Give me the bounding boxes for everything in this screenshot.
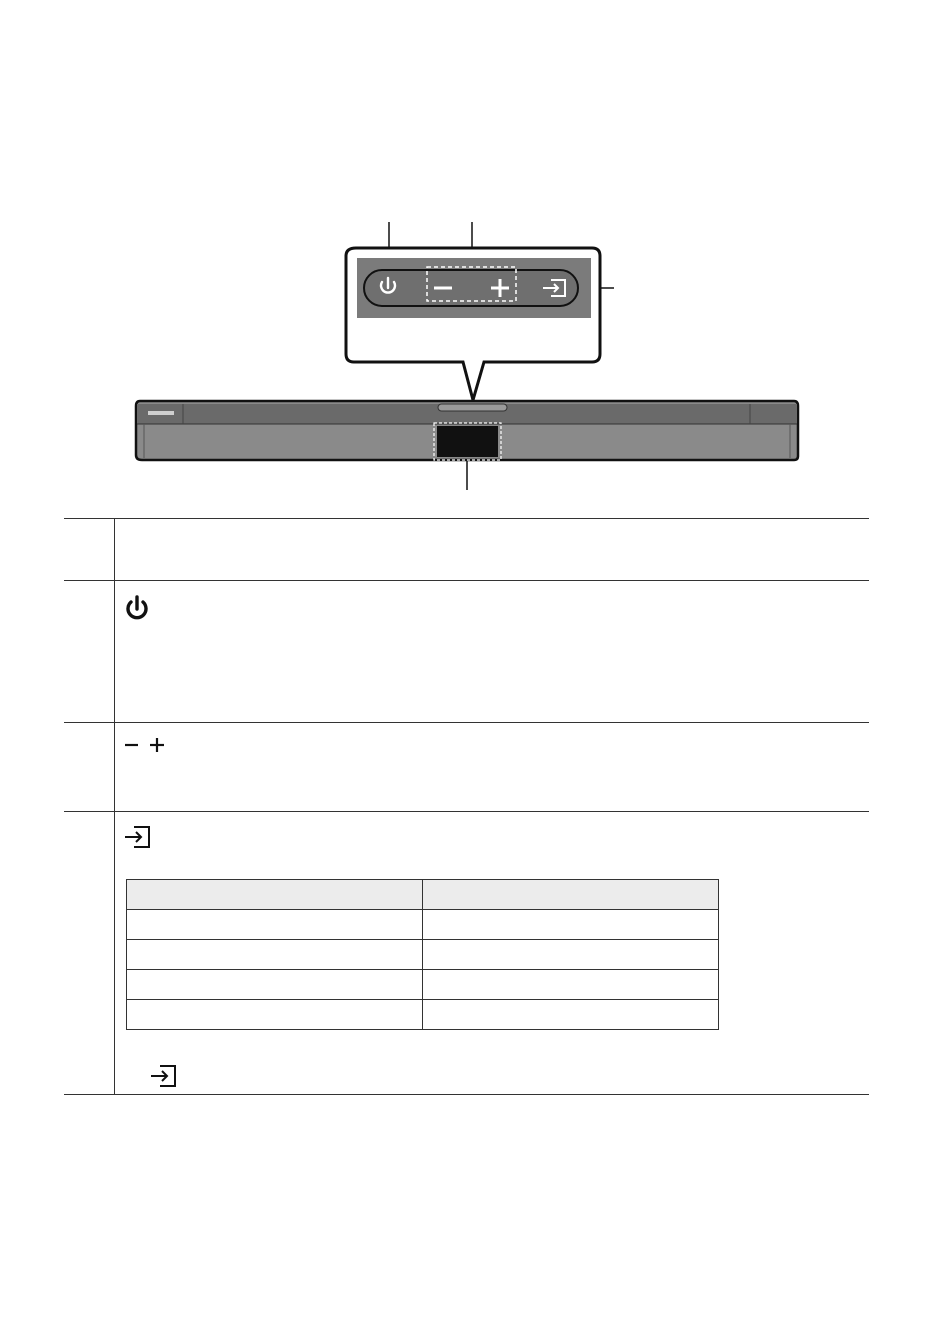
input-mode-table <box>126 879 719 1030</box>
table-row <box>127 970 719 1000</box>
power-icon <box>124 595 150 623</box>
mode-cell <box>423 910 719 940</box>
soundbar-illustration <box>0 0 933 500</box>
soundbar-body <box>136 401 798 460</box>
row-display <box>64 518 869 581</box>
mode-cell <box>423 940 719 970</box>
source-icon <box>124 824 154 850</box>
mode-table-header <box>127 880 719 910</box>
source-icon-note <box>150 1063 180 1089</box>
mode-header-cell <box>127 880 423 910</box>
brand-logo <box>148 411 174 415</box>
mode-header-cell <box>423 880 719 910</box>
bar-button-strip <box>438 404 507 411</box>
volume-icon <box>124 735 174 755</box>
table-row <box>127 940 719 970</box>
table-row <box>127 1000 719 1030</box>
row-power <box>64 581 869 723</box>
mode-cell <box>423 970 719 1000</box>
table-row <box>127 910 719 940</box>
mode-cell <box>127 1000 423 1030</box>
mode-cell <box>127 940 423 970</box>
soundbar-diagram <box>0 0 933 500</box>
mode-cell <box>423 1000 719 1030</box>
mode-cell <box>127 970 423 1000</box>
row-volume <box>64 723 869 812</box>
front-display <box>437 426 498 457</box>
mode-cell <box>127 910 423 940</box>
